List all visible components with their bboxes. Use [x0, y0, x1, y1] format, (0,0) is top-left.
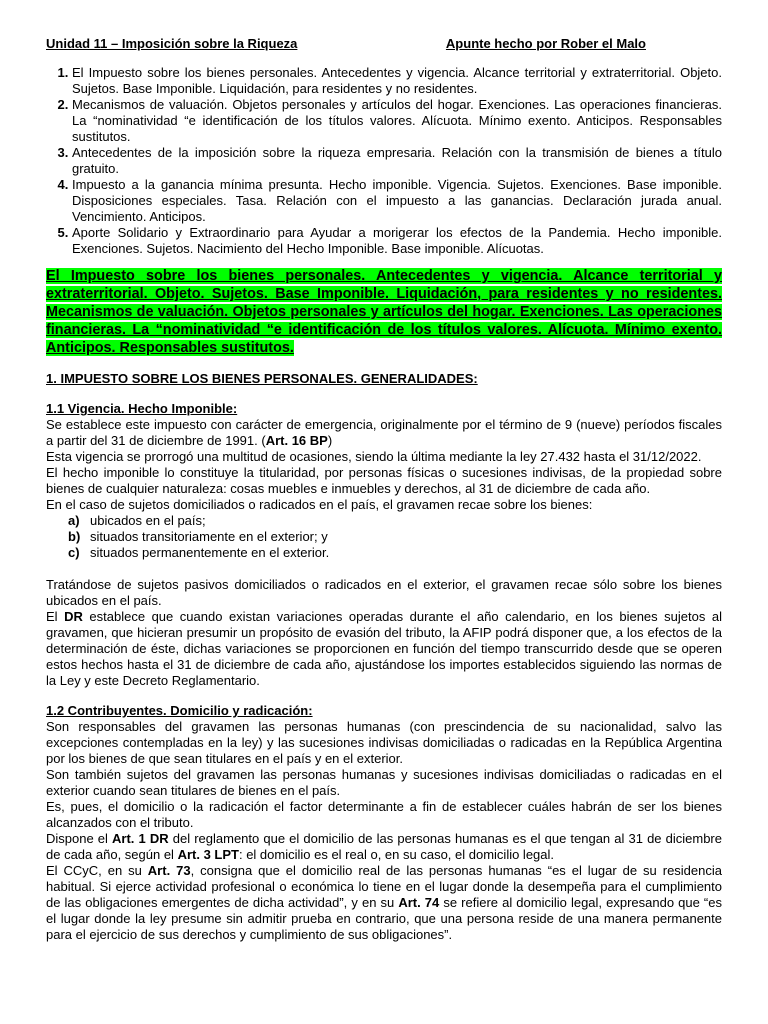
article-reference: Art. 16 BP [265, 433, 328, 448]
text-run: ) [327, 433, 333, 448]
article-reference: DR [64, 609, 83, 624]
article-reference: Art. 3 LPT [177, 847, 239, 862]
subsection-heading-vigencia: 1.1 Vigencia. Hecho Imponible: [46, 401, 238, 416]
paragraph: Esta vigencia se prorrogó una multitud de ocasiones, siendo la última mediante la ley 27.432 hasta el 31/12/2022. [46, 449, 702, 464]
author-note: Apunte hecho por Rober el Malo [445, 36, 646, 51]
document-body [46, 36, 722, 943]
list-item-text: ubicados en el país; [90, 513, 206, 528]
section-heading: 1. IMPUESTO SOBRE LOS BIENES PERSONALES. GENERALIDADES: [46, 371, 478, 386]
highlighted-topic-block [46, 267, 722, 357]
paragraph: Son responsables del gravamen las personas humanas (con prescindencia de su nacionalidad, salvo las excepciones contempladas en la ley) y las sucesiones indivisas domiciliadas o radicadas en la República Argentina por los bienes de que sean titulares en el país y en el exterior. [46, 719, 722, 766]
list-item: 4. Impuesto a la ganancia mínima presunta. Hecho imponible. Vigencia. Sujetos. Exenciones. Base imponible. Disposiciones especiales. Tasa. Relación con el impuesto a las ganancias. Declaración jurada anual. Vencimiento. Anticipos. [72, 177, 722, 225]
text-run: Dispone el [46, 831, 113, 846]
unit-title: Unidad 11 – Imposición sobre la Riqueza [46, 36, 298, 51]
list-marker: a) [68, 513, 80, 528]
list-item-text: situados permanentemente en el exterior. [90, 545, 330, 560]
text-run: , consigna que el domicilio real de las personas humanas “es el lugar de su residencia habitual. Si ejerce actividad profesional o económica lo tiene en el lugar donde la desempeña para el cumplimiento de las obligaciones emergentes de dicha actividad”, y en su [46, 863, 722, 910]
article-reference: Art. 73 [147, 863, 191, 878]
paragraph: Tratándose de sujetos pasivos domiciliados o radicados en el exterior, el gravamen recae sólo sobre los bienes ubicados en el país. [46, 577, 722, 608]
highlighted-topic-text: El Impuesto sobre los bienes personales. Antecedentes y vigencia. Alcance territorial y extraterritorial. Objeto. Sujetos. Base Imponible. Liquidación, para residentes y no residentes. Mecanismos de valuación. Objetos personales y artículos del hogar. Exenciones. Las operaciones financieras. La “nominatividad “e identificación de los títulos valores. Alícuota. Mínimo exento. Anticipos. Responsables sustitutos. [46, 268, 722, 356]
article-reference: Art. 1 DR [112, 831, 169, 846]
text-run: establece que cuando existan variaciones operadas durante el año calendario, en los bienes sujetos al gravamen, que hicieran presumir un propósito de evasión del tributo, la AFIP podrá disponer que, a los efectos de la determinación de éste, dichas variaciones se proporcionen en función del tiempo transcurrido desde que se operen estos hechos hasta el 31 de diciembre de cada año, ajustándose los importes establecidos siguiendo las normas de la Ley y este Decreto Reglamentario. [46, 609, 723, 688]
paragraph: Es, pues, el domicilio o la radicación el factor determinante a fin de establecer cuáles habrán de ser los bienes alcanzados con el tributo. [46, 799, 722, 830]
text-run: del reglamento que el domicilio de las personas humanas es el que tengan al 31 de diciembre de cada año, según el [46, 831, 722, 862]
paragraph [46, 417, 722, 449]
paragraph [46, 609, 722, 689]
list-item [68, 545, 722, 561]
list-item: 1. El Impuesto sobre los bienes personales. Antecedentes y vigencia. Alcance territorial y extraterritorial. Objeto. Sujetos. Base Imponible. Liquidación, para residentes y no residentes. [72, 65, 722, 97]
lettered-list [46, 513, 722, 561]
article-reference: Art. 74 [398, 895, 440, 910]
list-item [68, 513, 722, 529]
text-run: : el domicilio es el real o, en su caso, el domicilio legal. [238, 847, 555, 862]
paragraph [46, 863, 722, 943]
list-item: 5. Aporte Solidario y Extraordinario para Ayudar a morigerar los efectos de la Pandemia. Hecho imponible. Exenciones. Sujetos. Nacimiento del Hecho Imponible. Base imponible. Alícuotas. [72, 225, 722, 257]
spacer [46, 561, 722, 577]
text-run: El [46, 609, 65, 624]
text-run: se refiere al domicilio legal, expresando que “es el lugar donde la ley presume sin admitir prueba en contrario, que una persona reside de una manera permanente para el ejercicio de sus derechos y cumplimiento de sus obligaciones”. [46, 895, 722, 942]
paragraph [46, 831, 722, 863]
topic-index-list [46, 65, 722, 257]
subsection-heading-contribuyentes: 1.2 Contribuyentes. Domicilio y radicación: [46, 703, 313, 718]
list-item [68, 529, 722, 545]
text-run: El CCyC, en su [46, 863, 148, 878]
list-marker: b) [68, 529, 81, 544]
document-header [46, 36, 722, 52]
list-marker: c) [68, 545, 80, 560]
list-item-text: situados transitoriamente en el exterior; y [90, 529, 328, 544]
text-run: Se establece este impuesto con carácter de emergencia, originalmente por el término de 9 (nueve) períodos fiscales a partir del 31 de diciembre de 1991. ( [46, 417, 722, 448]
list-item: 3. Antecedentes de la imposición sobre la riqueza empresaria. Relación con la transmisión de bienes a título gratuito. [72, 145, 722, 177]
paragraph: El hecho imponible lo constituye la titularidad, por personas físicas o sucesiones indivisas, de la propiedad sobre bienes de cualquier naturaleza: cosas muebles e inmuebles y derechos, al 31 de diciembre de cada año. [46, 465, 722, 496]
paragraph: Son también sujetos del gravamen las personas humanas y sucesiones indivisas domiciliadas o radicadas en el exterior cuando sean titulares de bienes en el país. [46, 767, 722, 798]
paragraph: En el caso de sujetos domiciliados o radicados en el país, el gravamen recae sobre los bienes: [46, 497, 593, 512]
list-item: 2. Mecanismos de valuación. Objetos personales y artículos del hogar. Exenciones. Las operaciones financieras. La “nominatividad “e identificación de los títulos valores. Alícuota. Mínimo exento. Anticipos. Responsables sustitutos. [72, 97, 722, 145]
